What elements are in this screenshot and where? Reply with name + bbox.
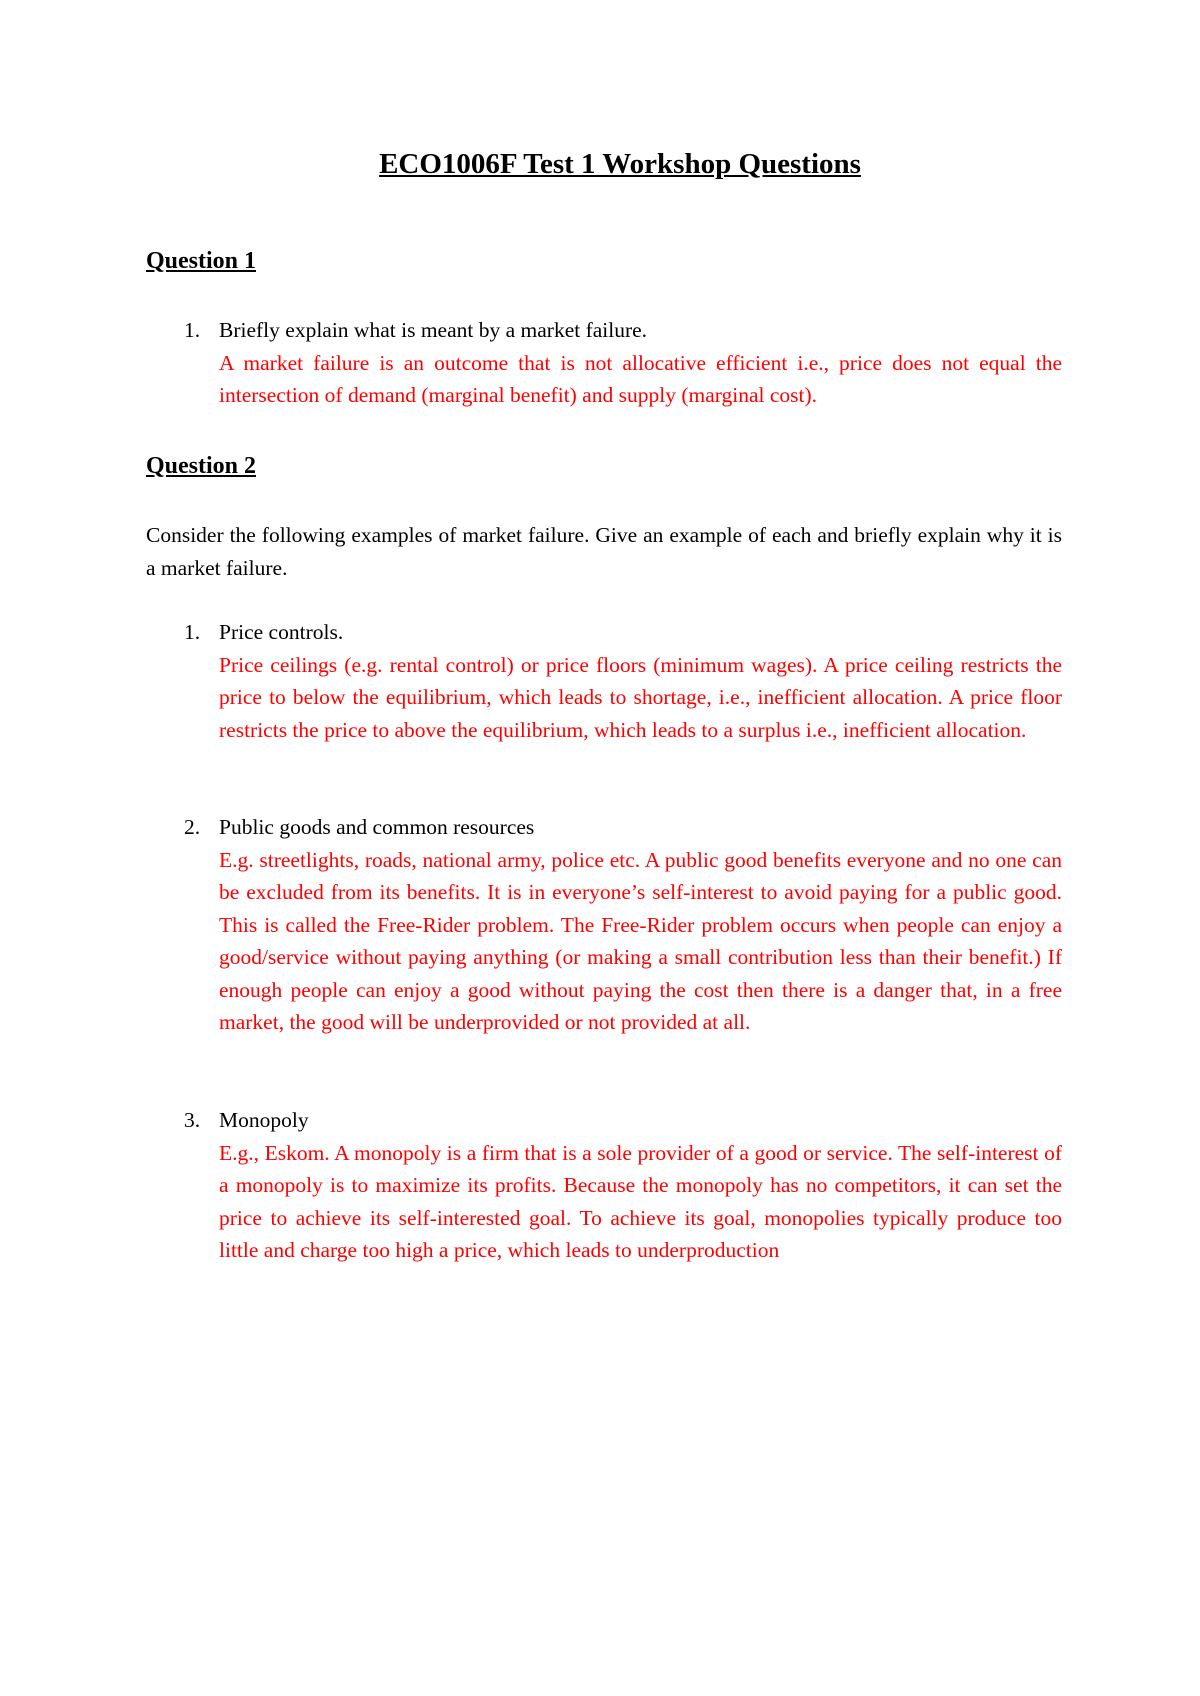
question-1-heading: Question 1 bbox=[146, 248, 257, 274]
question-text: Public goods and common resources bbox=[219, 815, 535, 839]
answer-text: A market failure is an outcome that is not allocative efficient i.e., price does not equal the intersection of demand (marginal benefit) and supply (marginal cost). bbox=[219, 350, 1062, 407]
list-number: 1. bbox=[184, 620, 201, 644]
answer-text: E.g., Eskom. A monopoly is a firm that is a sole provider of a good or service. The self-interest of a monopoly is to maximize its profits. Because the monopoly has no competitors, it can set the price to achieve its self-interested goal. To achieve its goal, monopolies typically produce too little and charge too high a price, which leads to underproduction bbox=[219, 1140, 1062, 1262]
question-2-heading: Question 2 bbox=[146, 453, 257, 479]
question-text: Briefly explain what is meant by a market failure. bbox=[219, 318, 648, 342]
answer-text: E.g. streetlights, roads, national army, police etc. A public good benefits everyone and no one can be excluded from its benefits. It is in everyone’s self-interest to avoid paying for a public good. This is called the Free-Rider problem. The Free-Rider problem occurs when people can enjoy a good/service without paying anything (or making a small contribution less than their benefit.) If enough people can enjoy a good without paying the cost then there is a danger that, in a free market, the good will be underprovided or not provided at all. bbox=[219, 847, 1062, 1034]
list-item-body bbox=[219, 314, 1062, 412]
question-text: Monopoly bbox=[219, 1108, 309, 1132]
question-text: Price controls. bbox=[219, 620, 344, 644]
list-item-body bbox=[219, 616, 1062, 746]
document-title: ECO1006F Test 1 Workshop Questions bbox=[379, 148, 861, 180]
answer-text: Price ceilings (e.g. rental control) or price floors (minimum wages). A price ceiling restricts the price to below the equilibrium, which leads to shortage, i.e., inefficient allocation. A price floor restricts the price to above the equilibrium, which leads to a surplus i.e., inefficient allocation. bbox=[219, 652, 1062, 742]
list-number: 2. bbox=[184, 815, 201, 839]
list-item-body bbox=[219, 1104, 1062, 1267]
list-item-body bbox=[219, 811, 1062, 1039]
question-2-intro: Consider the following examples of market failure. Give an example of each and briefly explain why it is a market failure. bbox=[146, 523, 1062, 580]
list-number: 1. bbox=[184, 318, 201, 342]
list-number: 3. bbox=[184, 1108, 201, 1132]
